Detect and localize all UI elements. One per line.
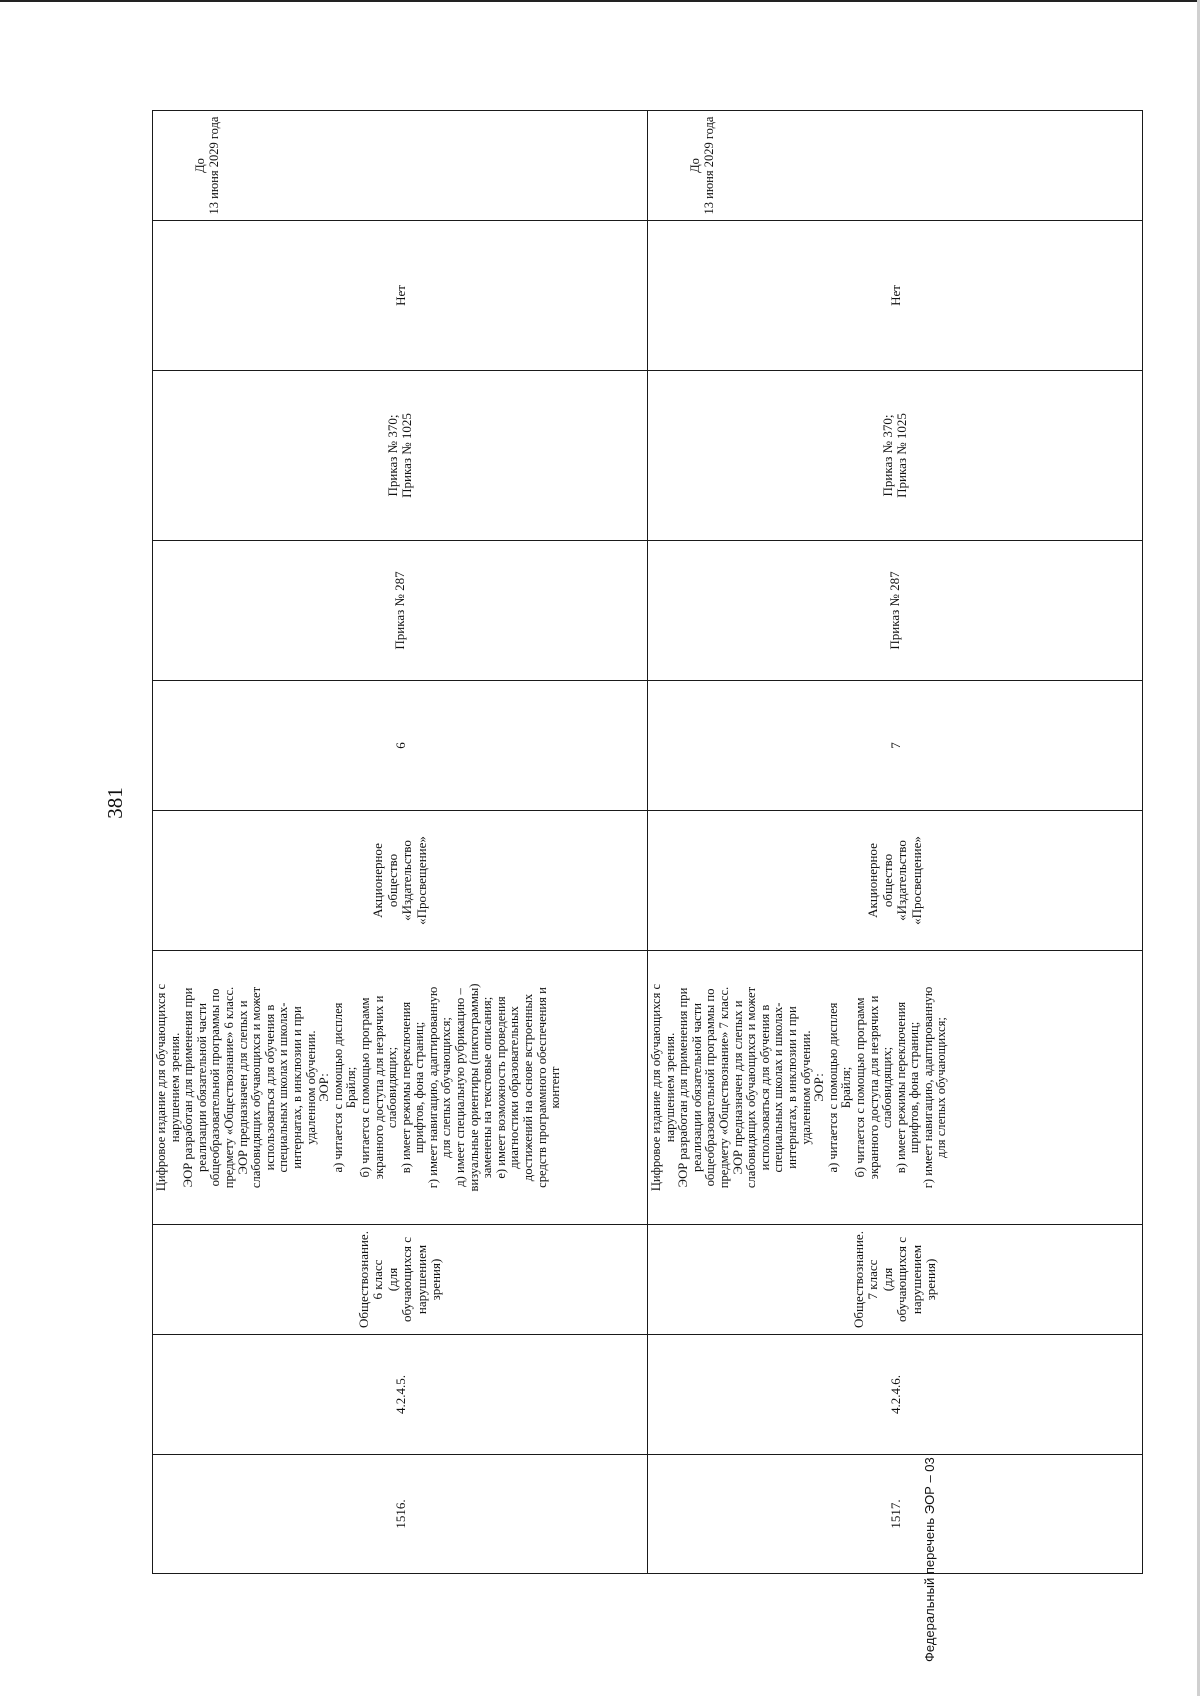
description-line: ЭОР разработан для применения при bbox=[181, 987, 196, 1188]
page-number: 381 bbox=[103, 787, 127, 819]
description-line: специальных школах и школах- bbox=[276, 1002, 291, 1173]
description-line: а) читается с помощью дисплея bbox=[825, 1002, 840, 1173]
eor-table bbox=[152, 110, 1143, 1574]
description-line: Цифровое издание для обучающихся с bbox=[649, 983, 663, 1192]
description-line: д) имеет специальную рубрикацию – bbox=[453, 988, 468, 1187]
row-code: 4.2.4.5. bbox=[153, 1335, 648, 1455]
description-line: предмету «Обществознание» 7 класс. bbox=[716, 986, 731, 1189]
description-line: шрифтов, фона страниц; bbox=[907, 1021, 922, 1154]
description-line: ЭОР разработан для применения при bbox=[676, 987, 691, 1188]
description-line: слабовидящих обучающихся и может bbox=[744, 986, 759, 1189]
description-line: заменены на текстовые описания; bbox=[480, 996, 495, 1179]
description-line: нарушением зрения. bbox=[167, 1032, 182, 1143]
description-line: в) имеет режимы переключения bbox=[893, 1001, 908, 1174]
description-line: Брайля; bbox=[344, 1066, 359, 1109]
description-line: визуальные ориентиры (пиктограммы) bbox=[466, 983, 481, 1192]
description-line: диагностики образовательных bbox=[507, 1006, 522, 1169]
description-line: Цифровое издание для обучающихся с bbox=[154, 983, 168, 1192]
description-line: ЭОР: bbox=[812, 1073, 827, 1102]
row-deadline: До 13 июня 2029 года bbox=[648, 111, 1143, 221]
description-line: шрифтов, фона страниц; bbox=[412, 1021, 427, 1154]
page-footer: Федеральный перечень ЭОР – 03 bbox=[922, 1457, 937, 1662]
description-line: интернатах, в инклюзии и при bbox=[289, 1006, 304, 1169]
description-line: удаленном обучении. bbox=[303, 1030, 318, 1145]
description-line: слабовидящих; bbox=[880, 1046, 895, 1129]
description-line: нарушением зрения. bbox=[662, 1032, 677, 1143]
description-line: г) имеет навигацию, адаптированную bbox=[920, 986, 935, 1189]
description-line: экранного доступа для незрячих и bbox=[866, 995, 881, 1180]
description-line: слабовидящих; bbox=[385, 1046, 400, 1129]
row-organization: Акционерное общество «Издательство «Просвещение» bbox=[648, 811, 1143, 951]
description-line: достижений на основе встроенных bbox=[521, 993, 536, 1182]
description-line: контент bbox=[548, 1066, 563, 1109]
description-line: ЭОР: bbox=[317, 1073, 332, 1102]
description-line: использоваться для обучения в bbox=[262, 1004, 277, 1171]
description-line: использоваться для обучения в bbox=[757, 1004, 772, 1171]
row-code: 4.2.4.6. bbox=[648, 1335, 1143, 1455]
description-line: е) имеет возможность проведения bbox=[493, 996, 508, 1179]
description-line: г) имеет навигацию, адаптированную bbox=[425, 986, 440, 1189]
top-border-line bbox=[0, 0, 1200, 2]
row-order-primary: Приказ № 287 bbox=[648, 541, 1143, 681]
description-line: предмету «Обществознание» 6 класс. bbox=[221, 986, 236, 1189]
description-line: а) читается с помощью дисплея bbox=[330, 1002, 345, 1173]
description-line: для слепых обучающихся; bbox=[934, 1017, 949, 1158]
description-line: экранного доступа для незрячих и bbox=[371, 995, 386, 1180]
description-line: специальных школах и школах- bbox=[771, 1002, 786, 1173]
row-organization: Акционерное общество «Издательство «Просвещение» bbox=[153, 811, 648, 951]
row-order-secondary: Приказ № 370; Приказ № 1025 bbox=[153, 371, 648, 541]
row-grade: 6 bbox=[153, 681, 648, 811]
row-title: Обществознание. 7 класс (для обучающихся с нарушением зрения) bbox=[648, 1225, 1143, 1335]
row-title: Обществознание. 6 класс (для обучающихся с нарушением зрения) bbox=[153, 1225, 648, 1335]
description-line: б) читается с помощью программ bbox=[357, 997, 372, 1178]
description-line: ЭОР предназначен для слепых и bbox=[730, 1000, 745, 1175]
row-order-primary: Приказ № 287 bbox=[153, 541, 648, 681]
description-line: для слепых обучающихся; bbox=[439, 1017, 454, 1158]
description-line: Брайля; bbox=[839, 1066, 854, 1109]
description-line: общеобразовательной программы по bbox=[703, 988, 718, 1187]
description-line: удаленном обучении. bbox=[798, 1030, 813, 1145]
row-order-secondary: Приказ № 370; Приказ № 1025 bbox=[648, 371, 1143, 541]
table-row bbox=[153, 111, 648, 1574]
description-line: реализации обязательной части bbox=[194, 1003, 209, 1172]
description-line: реализации обязательной части bbox=[689, 1003, 704, 1172]
row-description bbox=[153, 951, 648, 1225]
description-line: б) читается с помощью программ bbox=[852, 997, 867, 1178]
row-grade: 7 bbox=[648, 681, 1143, 811]
row-number: 1516. bbox=[153, 1455, 648, 1574]
row-limitation: Нет bbox=[153, 221, 648, 371]
row-deadline: До 13 июня 2029 года bbox=[153, 111, 648, 221]
description-line: в) имеет режимы переключения bbox=[398, 1001, 413, 1174]
description-line: ЭОР предназначен для слепых и bbox=[235, 1000, 250, 1175]
description-line: слабовидящих обучающихся и может bbox=[249, 986, 264, 1189]
row-number: 1517. bbox=[648, 1455, 1143, 1574]
description-line: интернатах, в инклюзии и при bbox=[784, 1006, 799, 1169]
description-line: общеобразовательной программы по bbox=[208, 988, 223, 1187]
row-limitation: Нет bbox=[648, 221, 1143, 371]
description-line: средств программного обеспечения и bbox=[534, 987, 549, 1188]
table-row bbox=[648, 111, 1143, 1574]
row-description bbox=[648, 951, 1143, 1225]
